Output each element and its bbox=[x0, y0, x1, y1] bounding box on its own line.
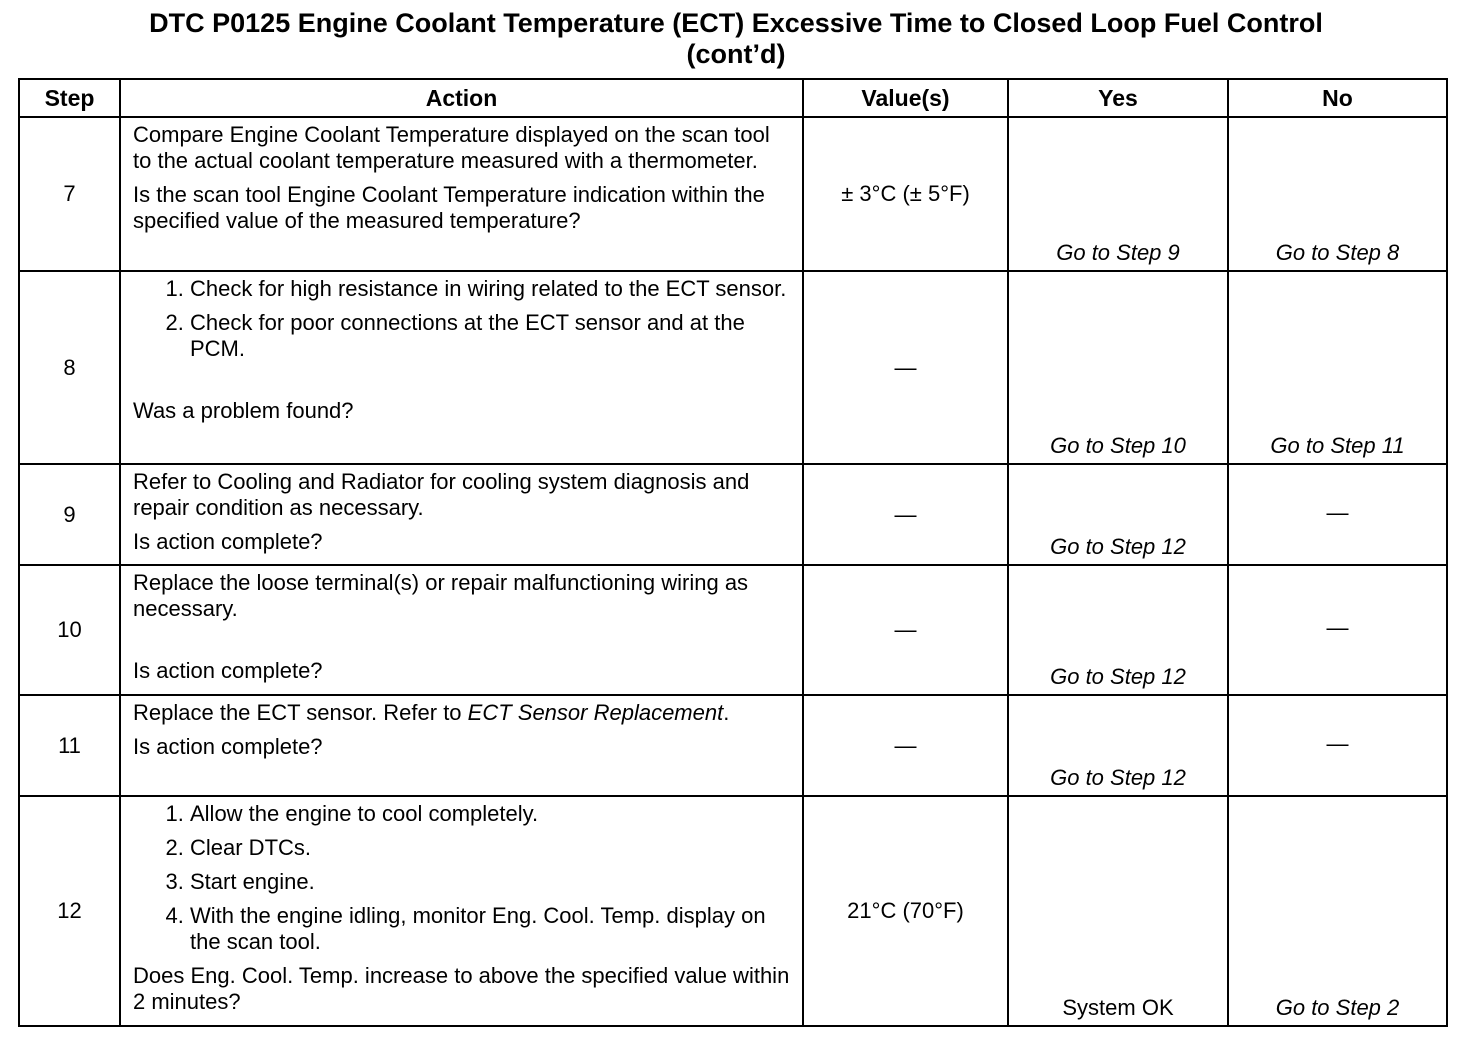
document-title bbox=[0, 8, 1472, 70]
no-cell: — bbox=[1228, 695, 1447, 796]
list-item: 2. Check for poor connections at the ECT sensor and at the PCM. bbox=[190, 310, 790, 362]
action-question: Is action complete? bbox=[133, 529, 323, 554]
action-question: Does Eng. Cool. Temp. increase to above the specified value within 2 minutes? bbox=[133, 963, 790, 1014]
step-number: 12 bbox=[19, 796, 120, 1026]
action-text-part: . bbox=[723, 700, 730, 725]
list-item: 4. With the engine idling, monitor Eng. Cool. Temp. display on the scan tool. bbox=[190, 903, 790, 955]
yes-cell: Go to Step 12 bbox=[1008, 695, 1228, 796]
action-cell bbox=[120, 117, 803, 271]
no-cell: — bbox=[1228, 464, 1447, 565]
header-no: No bbox=[1228, 79, 1447, 117]
title-line-2: (cont’d) bbox=[686, 39, 786, 69]
value-cell: — bbox=[803, 695, 1008, 796]
value-cell: 21°C (70°F) bbox=[803, 796, 1008, 1026]
action-cell bbox=[120, 695, 803, 796]
action-cell bbox=[120, 464, 803, 565]
header-step: Step bbox=[19, 79, 120, 117]
action-question: Is action complete? bbox=[133, 734, 323, 759]
action-question: Was a problem found? bbox=[133, 398, 354, 423]
action-cell bbox=[120, 796, 803, 1026]
title-line-1: DTC P0125 Engine Coolant Temperature (ECT) Excessive Time to Closed Loop Fuel Control bbox=[149, 8, 1323, 38]
header-values: Value(s) bbox=[803, 79, 1008, 117]
list-item: 3. Start engine. bbox=[190, 869, 790, 895]
yes-cell: Go to Step 12 bbox=[1008, 464, 1228, 565]
no-cell: Go to Step 8 bbox=[1228, 117, 1447, 271]
action-text: Refer to Cooling and Radiator for cooling system diagnosis and repair condition as necessary. bbox=[133, 469, 750, 520]
table-row bbox=[19, 565, 1447, 695]
action-list bbox=[133, 276, 790, 362]
value-cell: ± 3°C (± 5°F) bbox=[803, 117, 1008, 271]
table-row bbox=[19, 464, 1447, 565]
yes-cell: System OK bbox=[1008, 796, 1228, 1026]
step-number: 8 bbox=[19, 271, 120, 464]
list-item: 1. Allow the engine to cool completely. bbox=[190, 801, 790, 827]
action-text: Replace the loose terminal(s) or repair malfunctioning wiring as necessary. bbox=[133, 570, 749, 621]
value-cell: — bbox=[803, 464, 1008, 565]
table-row bbox=[19, 695, 1447, 796]
action-cell bbox=[120, 271, 803, 464]
action-text-part: Replace the ECT sensor. Refer to bbox=[133, 700, 468, 725]
yes-cell: Go to Step 12 bbox=[1008, 565, 1228, 695]
header-yes: Yes bbox=[1008, 79, 1228, 117]
table-header-row bbox=[19, 79, 1447, 117]
no-cell: — bbox=[1228, 565, 1447, 695]
action-text bbox=[133, 700, 790, 726]
table-row bbox=[19, 117, 1447, 271]
value-cell: — bbox=[803, 565, 1008, 695]
procedure-reference: ECT Sensor Replacement bbox=[467, 700, 724, 725]
list-item: 2. Clear DTCs. bbox=[190, 835, 790, 861]
action-question: Is the scan tool Engine Coolant Temperature indication within the specified value of the measured temperature? bbox=[133, 182, 765, 233]
step-number: 10 bbox=[19, 565, 120, 695]
yes-cell: Go to Step 10 bbox=[1008, 271, 1228, 464]
no-cell: Go to Step 2 bbox=[1228, 796, 1447, 1026]
step-number: 9 bbox=[19, 464, 120, 565]
header-action: Action bbox=[120, 79, 803, 117]
yes-cell: Go to Step 9 bbox=[1008, 117, 1228, 271]
value-cell: — bbox=[803, 271, 1008, 464]
action-text: Compare Engine Coolant Temperature displayed on the scan tool to the actual coolant temperature measured with a thermometer. bbox=[133, 122, 770, 173]
step-number: 7 bbox=[19, 117, 120, 271]
table-row bbox=[19, 796, 1447, 1026]
step-number: 11 bbox=[19, 695, 120, 796]
action-cell bbox=[120, 565, 803, 695]
list-item: 1. Check for high resistance in wiring related to the ECT sensor. bbox=[190, 276, 790, 302]
action-list bbox=[133, 801, 790, 955]
diagnostic-table bbox=[18, 78, 1448, 1027]
no-cell: Go to Step 11 bbox=[1228, 271, 1447, 464]
action-question: Is action complete? bbox=[133, 658, 323, 683]
table-row bbox=[19, 271, 1447, 464]
